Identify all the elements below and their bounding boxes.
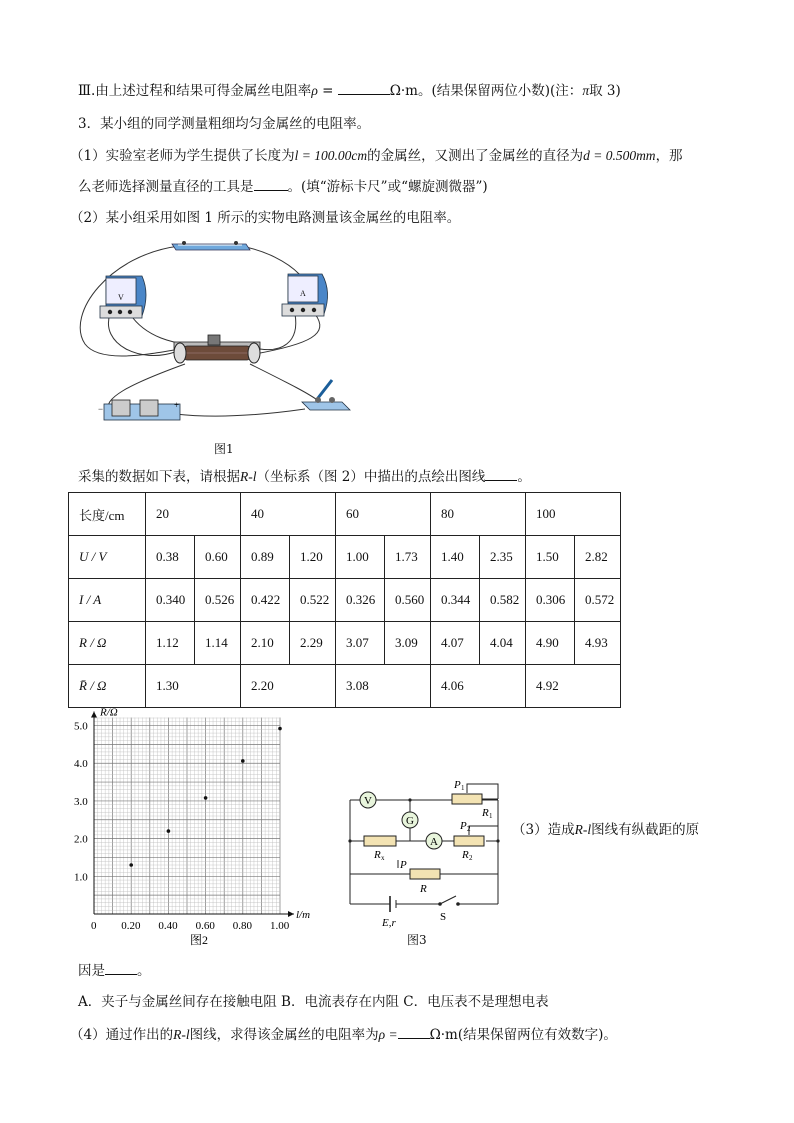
fig3-v-label: V: [364, 795, 372, 807]
table-cell: 1.50: [526, 536, 575, 579]
metal-wire-board: [172, 241, 250, 250]
table-cell: 0.60: [195, 536, 241, 579]
table-cell: 2.20: [241, 665, 336, 708]
x-tick-label: 0: [91, 920, 97, 932]
table-cell: 4.06: [431, 665, 526, 708]
table-cell: 0.522: [290, 579, 336, 622]
part-4-line: （4）通过作出的R-l图线，求得该金属丝的电阻率为ρ = Ω·m(结果保留两位有效数字)。: [70, 1024, 617, 1045]
table-cell: 4.93: [575, 622, 621, 665]
y-tick-label: 1.0: [74, 871, 88, 884]
table-cell: 1.14: [195, 622, 241, 665]
question-3-title: 3．某小组的同学测量粗细均匀金属丝的电阻率。: [78, 116, 371, 132]
svg-text:2: 2: [467, 825, 471, 833]
figure-3-caption-text: 图3: [407, 933, 427, 947]
y-tick-label: 2.0: [74, 833, 88, 846]
part-3-line: （3）造成R-l图线有纵截距的原: [512, 822, 700, 838]
figure-2-chart: [74, 706, 344, 948]
table-cell: 2.35: [480, 536, 526, 579]
table-row-label: R / Ω: [69, 622, 146, 665]
table-cell: 4.04: [480, 622, 526, 665]
table-cell: 0.422: [241, 579, 290, 622]
battery-pack: [98, 400, 180, 420]
table-cell: 0.306: [526, 579, 575, 622]
x-tick-label: 0.60: [195, 920, 215, 932]
fig3-g-label: G: [406, 815, 414, 827]
table-cell: 4.90: [526, 622, 575, 665]
svg-text:R: R: [462, 849, 469, 861]
table-row: [69, 665, 621, 708]
table-intro: 采集的数据如下表，请根据R-l（坐标系（图 2）中描出的点绘出图线 。: [78, 466, 531, 487]
voltmeter: [100, 276, 146, 318]
chart-axes: [74, 707, 310, 947]
svg-text:R: R: [420, 883, 427, 895]
table-row: [69, 493, 621, 536]
part-2-line: （2）某小组采用如图 1 所示的实物电路测量该金属丝的电阻率。: [70, 210, 461, 226]
ammeter: [282, 274, 328, 316]
data-point: [241, 759, 245, 763]
svg-text:−: −: [98, 404, 104, 414]
table-row-label: I / A: [69, 579, 146, 622]
y-axis-arrow: [91, 712, 97, 718]
y-axis-label: R/Ω: [100, 706, 118, 719]
table-header-cell: 80: [431, 493, 526, 536]
svg-text:1: 1: [489, 812, 493, 820]
svg-text:E,r: E,r: [382, 917, 396, 929]
figure-3-schematic: [340, 776, 510, 946]
svg-text:x: x: [381, 854, 385, 862]
table-row: [69, 622, 621, 665]
table-cell: 3.09: [385, 622, 431, 665]
table-row-label: U / V: [69, 536, 146, 579]
data-point: [129, 863, 133, 867]
data-point: [204, 796, 208, 800]
y-tick-label: 4.0: [74, 758, 88, 771]
table-header-cell: 长度/cm: [69, 493, 146, 536]
tool-blank[interactable]: [254, 176, 288, 191]
figure-1-circuit: [70, 234, 360, 434]
x-tick-label: 0.80: [232, 920, 253, 932]
rheostat: [174, 335, 260, 363]
svg-text:1: 1: [461, 784, 465, 792]
table-row: [69, 579, 621, 622]
table-cell: 2.29: [290, 622, 336, 665]
table-cell: 2.82: [575, 536, 621, 579]
part-3-line-2: 因是 。: [78, 960, 151, 981]
part-1-line: （1）实验室老师为学生提供了长度为l = 100.00cm的金属丝，又测出了金属丝的直径为d = 0.500mm，那: [70, 148, 683, 164]
x-axis-label: l/m: [296, 909, 311, 921]
table-cell: 4.07: [431, 622, 480, 665]
svg-text:V: V: [118, 293, 124, 302]
table-cell: 1.73: [385, 536, 431, 579]
x-tick-label: 1.00: [270, 920, 290, 932]
table-cell: 1.40: [431, 536, 480, 579]
data-point: [278, 727, 282, 731]
figure-1-caption: 图1: [214, 442, 234, 456]
svg-text:+: +: [174, 400, 180, 410]
table-header-cell: 60: [336, 493, 431, 536]
reason-blank[interactable]: [105, 960, 137, 975]
figure-2-caption: 图2: [190, 933, 209, 947]
data-table: [68, 492, 621, 708]
data-point: [167, 829, 171, 833]
table-cell: 3.08: [336, 665, 431, 708]
table-cell: 0.89: [241, 536, 290, 579]
x-tick-label: 0.20: [121, 920, 141, 932]
x-axis-arrow: [288, 911, 294, 917]
svg-text:R: R: [374, 849, 381, 861]
table-cell: 1.30: [146, 665, 241, 708]
chart-grid: [94, 718, 280, 914]
options-line: A．夹子与金属丝间存在接触电阻 B．电流表存在内阻 C．电压表不是理想电表: [78, 994, 549, 1010]
table-cell: 1.00: [336, 536, 385, 579]
svg-text:P: P: [400, 859, 407, 871]
table-cell: 0.582: [480, 579, 526, 622]
table-cell: 0.344: [431, 579, 480, 622]
table-header-cell: 40: [241, 493, 336, 536]
table-header-cell: 100: [526, 493, 621, 536]
table-cell: 0.526: [195, 579, 241, 622]
table-row-label: R̄ / Ω: [69, 665, 146, 708]
graph-blank[interactable]: [485, 466, 517, 481]
svg-text:P: P: [460, 820, 467, 832]
table-header-cell: 20: [146, 493, 241, 536]
resistivity-line: Ⅲ.由上述过程和结果可得金属丝电阻率ρ = Ω·m。(结果保留两位小数)(注：π取 3): [78, 80, 621, 101]
rho-blank[interactable]: [398, 1024, 430, 1039]
svg-text:S: S: [440, 911, 447, 923]
svg-text:P: P: [454, 779, 461, 791]
table-cell: 0.38: [146, 536, 195, 579]
part-1-line-2: 么老师选择测量直径的工具是 。(填“游标卡尺”或“螺旋测微器”): [78, 176, 488, 197]
x-tick-label: 0.40: [158, 920, 178, 932]
svg-text:A: A: [300, 289, 306, 298]
table-cell: 0.560: [385, 579, 431, 622]
answer-blank[interactable]: [338, 80, 390, 95]
table-row: [69, 536, 621, 579]
table-cell: 4.92: [526, 665, 621, 708]
table-cell: 1.12: [146, 622, 195, 665]
svg-text:2: 2: [469, 854, 473, 862]
table-cell: 0.340: [146, 579, 195, 622]
table-cell: 1.20: [290, 536, 336, 579]
y-tick-label: 3.0: [74, 795, 88, 808]
table-cell: 3.07: [336, 622, 385, 665]
table-cell: 0.572: [575, 579, 621, 622]
svg-text:R: R: [482, 807, 489, 819]
fig3-a-label: A: [430, 836, 438, 848]
table-cell: 2.10: [241, 622, 290, 665]
y-tick-label: 5.0: [74, 720, 88, 733]
table-cell: 0.326: [336, 579, 385, 622]
